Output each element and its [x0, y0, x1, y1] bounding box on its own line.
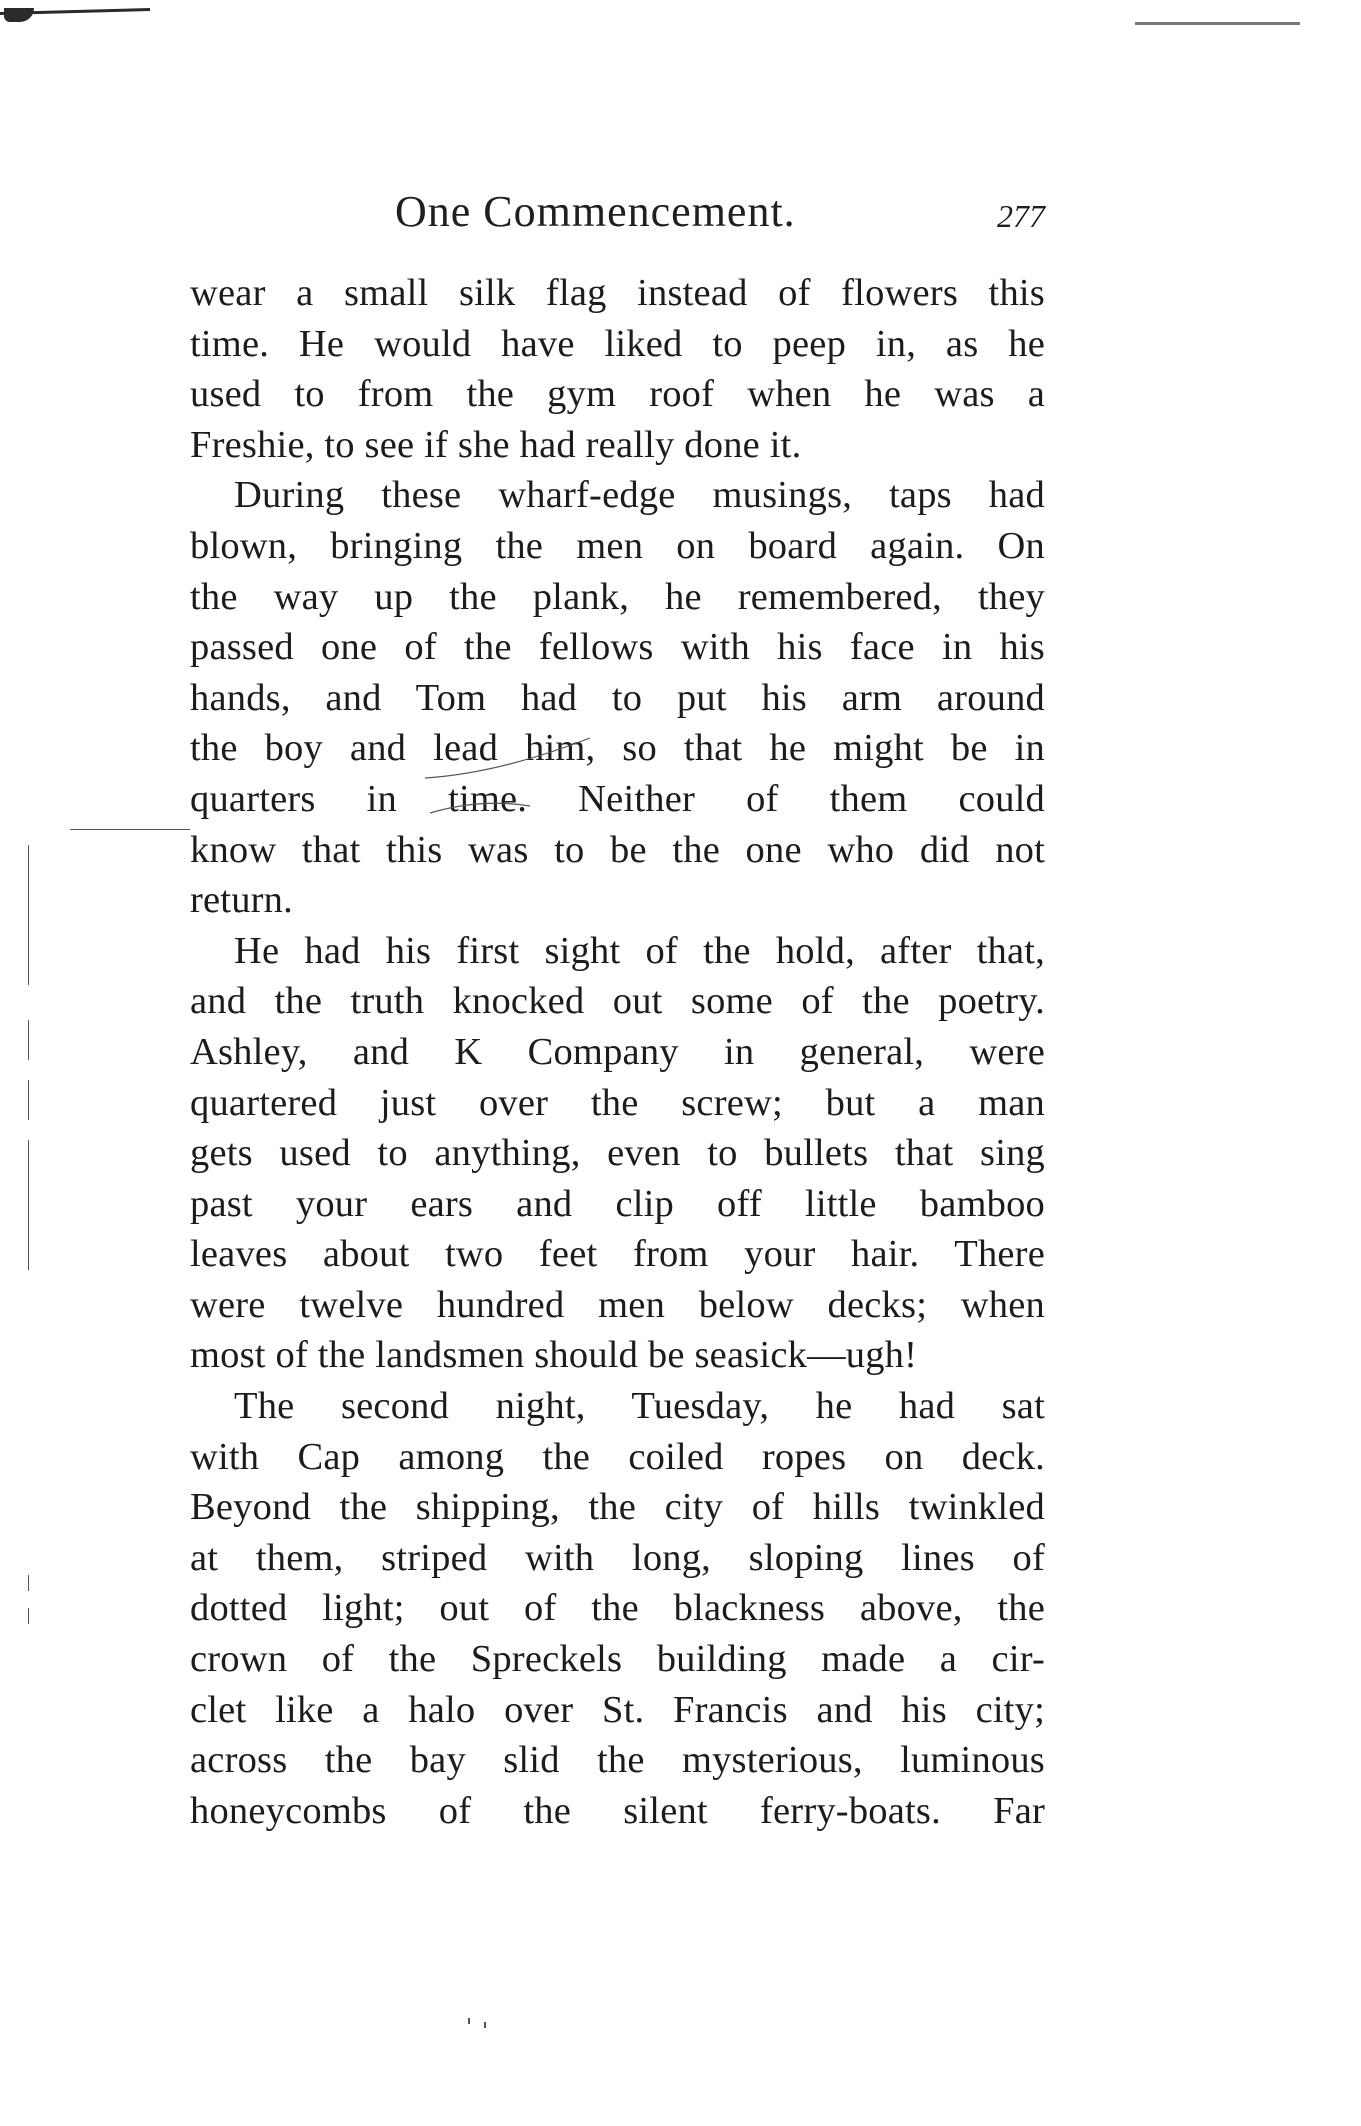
text-line: return. [190, 879, 293, 922]
text-line: hands, and Tom had to put his arm around [190, 676, 1045, 719]
text-line: the boy and lead him, so that he might be in [190, 727, 1045, 770]
text-line: time. He would have liked to peep in, as he [190, 322, 1045, 365]
pencil-mark-vertical-5 [28, 1575, 29, 1591]
text-line: the way up the plank, he remembered, they [190, 575, 1045, 618]
text-line: The second night, Tuesday, he had sat [234, 1385, 1045, 1428]
text-line: wear a small silk flag instead of flowers this [190, 272, 1045, 314]
text-line: most of the landsmen should be seasick—ugh! [190, 1334, 918, 1377]
pencil-mark-vertical-6 [28, 1608, 29, 1624]
body-text [190, 268, 1045, 1836]
text-line: leaves about two feet from your hair. There [190, 1233, 1045, 1276]
text-line: quarters in time. Neither of them could [190, 777, 1045, 820]
text-line: Freshie, to see if she had really done it. [190, 423, 802, 466]
text-line: Beyond the shipping, the city of hills twinkled [190, 1486, 1045, 1529]
scan-artifact-top-left-blot [4, 8, 34, 22]
text-line: blown, bringing the men on board again. On [190, 524, 1045, 567]
text-line: quartered just over the screw; but a man [190, 1081, 1045, 1124]
text-line: with Cap among the coiled ropes on deck. [190, 1435, 1045, 1478]
pencil-mark-vertical-4 [28, 1140, 29, 1270]
pencil-mark-vertical-3 [28, 1080, 29, 1120]
text-line: honeycombs of the silent ferry-boats. Far [190, 1789, 1045, 1832]
pencil-mark-strike [420, 718, 640, 818]
scan-artifact-top-right [1135, 22, 1300, 25]
pencil-mark-margin-line [70, 829, 190, 830]
pencil-mark-dot-1 [468, 2018, 470, 2024]
text-line: Ashley, and K Company in general, were [190, 1030, 1045, 1073]
text-line: were twelve hundred men below decks; when [190, 1283, 1045, 1326]
text-line: past your ears and clip off little bamboo [190, 1182, 1045, 1225]
text-line: used to from the gym roof when he was a [190, 373, 1045, 416]
text-line: dotted light; out of the blackness above, the [190, 1587, 1045, 1630]
text-line: and the truth knocked out some of the poetry. [190, 980, 1045, 1023]
running-title: One Commencement. [395, 187, 796, 236]
text-line: know that this was to be the one who did not [190, 828, 1045, 871]
text-line: passed one of the fellows with his face in his [190, 626, 1045, 669]
text-line: crown of the Spreckels building made a cir- [190, 1638, 1045, 1681]
text-line: He had his first sight of the hold, after that, [234, 929, 1045, 972]
text-line: clet like a halo over St. Francis and his city; [190, 1688, 1045, 1731]
text-line: gets used to anything, even to bullets that sing [190, 1132, 1045, 1175]
page-number: 277 [997, 198, 1045, 234]
running-head [190, 186, 1045, 246]
pencil-mark-vertical-1 [28, 845, 29, 985]
pencil-mark-dot-2 [484, 2022, 486, 2028]
pencil-mark-vertical-2 [28, 1020, 29, 1060]
text-line: at them, striped with long, sloping lines of [190, 1536, 1045, 1579]
text-line: across the bay slid the mysterious, luminous [190, 1739, 1045, 1782]
text-line: During these wharf-edge musings, taps had [234, 474, 1045, 517]
